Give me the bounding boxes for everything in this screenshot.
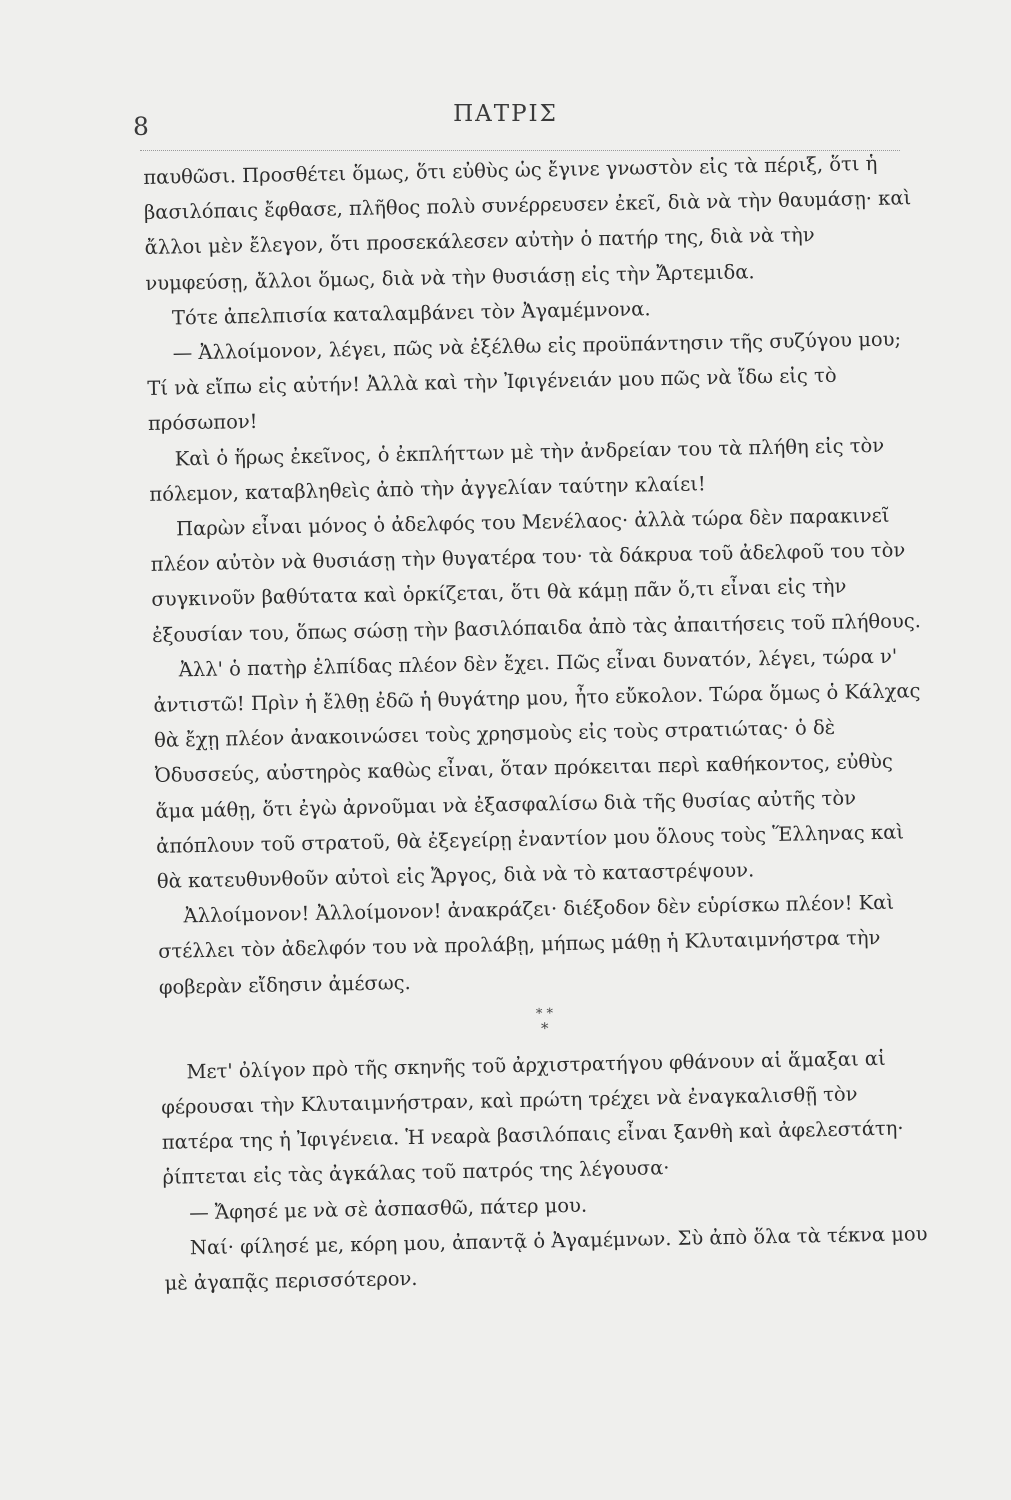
paragraph-1: παυθῶσι. Προσθέτει ὅμως, ὅτι εὐθὺς ὡς ἔγινε γνωστὸν εἰς τὰ πέριξ, ὅτι ἡ βασιλόπαις ἔφθασε, πλῆθος πολὺ συνέρρευσεν ἐκεῖ, διὰ νὰ τὴν θαυμάσῃ· καὶ ἄλλοι μὲν ἔλεγον, ὅτι προσεκάλεσεν αὐτὴν ὁ πατήρ της, διὰ νὰ τὴν νυμφεύσῃ, ἄλλοι ὅμως, διὰ νὰ τὴν θυσιάσῃ εἰς τὴν Ἄρτεμιδα. bbox=[143, 151, 912, 295]
running-title: ΠΑΤΡΙΣ bbox=[453, 101, 558, 127]
paragraph-5: Παρὼν εἶναι μόνος ὁ ἀδελφός του Μενέλαος· ἀλλὰ τώρα δὲν παρακινεῖ πλέον αὐτὸν νὰ θυσιάσῃ τὴν θυγατέρα του· τὰ δάκρυα τοῦ ἀδελφοῦ του τὸν συγκινοῦν βαθύτατα καὶ ὁρκίζεται, ὅτι θὰ κάμῃ πᾶν ὅ,τι εἶναι εἰς τὴν ἐξουσίαν του, ὅπως σώσῃ τὴν βασιλόπαιδα ἀπὸ τὰς ἀπαιτήσεις τοῦ πλήθους. bbox=[150, 503, 922, 647]
paragraph-3: — Ἀλλοίμονον, λέγει, πῶς νὰ ἐξέλθω εἰς προϋπάντησιν τῆς συζύγου μου; Τί νὰ εἴπω εἰς αὐτήν! Ἀλλὰ καὶ τὴν Ἰφιγένειάν μου πῶς νὰ ἴδω εἰς τὸ πρόσωπον! bbox=[147, 327, 902, 436]
paragraph-9: — Ἄφησέ με νὰ σὲ ἀσπασθῶ, πάτερ μου. bbox=[188, 1193, 588, 1224]
paragraph-7: Ἀλλοίμονον! Ἀλλοίμονον! ἀνακράζει· διέξοδον δὲν εὑρίσκω πλέον! Καὶ στέλλει τὸν ἀδελφόν του νὰ προλάβῃ, μήπως μάθῃ ἡ Κλυταιμνήστρα τὴν φοβερὰν εἴδησιν ἀμέσως. bbox=[157, 890, 895, 999]
section-break-star-bottom: * bbox=[540, 1019, 549, 1038]
paragraph-6: Ἀλλ' ὁ πατὴρ ἐλπίδας πλέον δὲν ἔχει. Πῶς εἶναι δυνατόν, λέγει, τώρα ν' ἀντιστῶ! Πρὶν ἡ ἔλθῃ ἐδῶ ἡ θυγάτηρ μου, ἦτο εὔκολον. Τώρα ὅμως ὁ Κάλχας θὰ ἔχῃ πλέον ἀνακοινώσει τοὺς χρησμοὺς εἰς τοὺς στρατιώτας· ὁ δὲ Ὀδυσσεύς, αὐστηρὸς καθὼς εἶναι, ὅταν πρόκειται περὶ καθήκοντος, εὐθὺς ἅμα μάθῃ, ὅτι ἐγὼ ἀρνοῦμαι νὰ ἐξασφαλίσω διὰ τῆς θυσίας αὐτῆς τὸν ἀπόπλουν τοῦ στρατοῦ, θὰ ἐξεγείρῃ ἐναντίον μου ὅλους τοὺς Ἕλληνας καὶ θὰ κατευθυνθοῦν αὐτοὶ εἰς Ἄργος, διὰ νὰ τὸ καταστρέψουν. bbox=[153, 644, 921, 893]
paragraph-8: Μετ' ὀλίγον πρὸ τῆς σκηνῆς τοῦ ἀρχιστρατήγου φθάνουν αἱ ἅμαξαι αἱ φέρουσαι τὴν Κλυταιμνήστραν, καὶ πρώτη τρέχει νὰ ἐναγκαλισθῇ τὸν πατέρα της ἡ Ἰφιγένεια. Ἡ νεαρὰ βασιλόπαις εἶναι ξανθὴ καὶ ἀφελεστάτη· ῥίπτεται εἰς τὰς ἀγκάλας τοῦ πατρός της λέγουσα· bbox=[160, 1046, 904, 1190]
body-text bbox=[143, 145, 935, 1301]
paragraph-10: Ναί· φίλησέ με, κόρη μου, ἀπαντᾷ ὁ Ἀγαμέμνων. Σὺ ἀπὸ ὅλα τὰ τέκνα μου μὲ ἀγαπᾷς περισσότερον. bbox=[164, 1222, 928, 1295]
page-number: 8 bbox=[133, 112, 149, 141]
paragraph-4: Καὶ ὁ ἥρως ἐκεῖνος, ὁ ἐκπλήττων μὲ τὴν ἀνδρείαν του τὰ πλήθη εἰς τὸν πόλεμον, καταβληθεὶς ἀπὸ τὴν ἀγγελίαν ταύτην κλαίει! bbox=[149, 433, 885, 506]
section-break-stars-top: * * bbox=[535, 1006, 554, 1022]
paragraph-2: Τότε ἀπελπισία καταλαμβάνει τὸν Ἀγαμέμνονα. bbox=[171, 297, 651, 330]
section-break bbox=[159, 1000, 929, 1043]
